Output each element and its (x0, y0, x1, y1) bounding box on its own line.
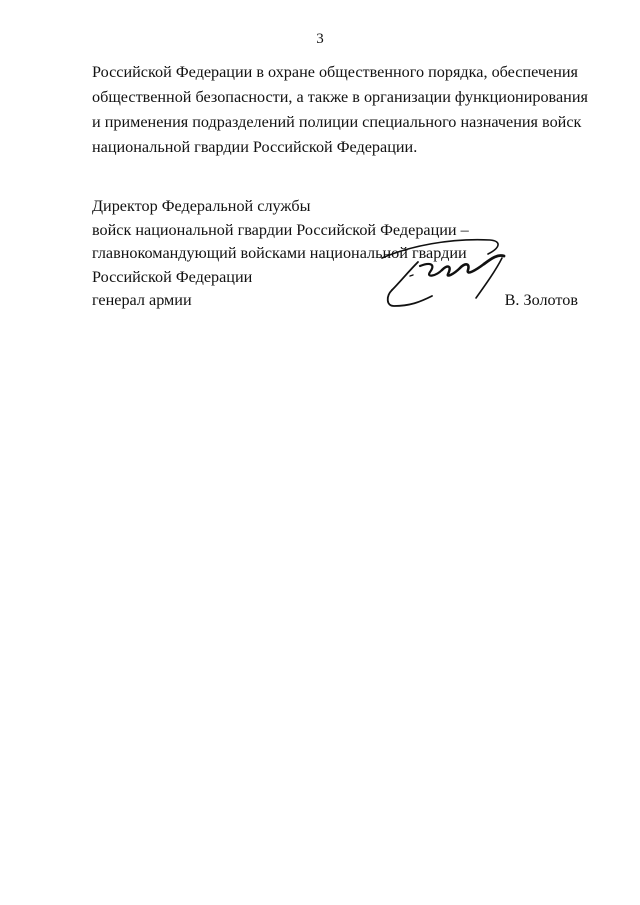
body-line-1: Российской Федерации в охране общественного порядка, обеспечения (92, 63, 578, 81)
body-paragraph (92, 60, 588, 160)
page-number: 3 (316, 31, 324, 47)
signatory-rank: генерал армии (92, 291, 192, 309)
signatory-name: В. Золотов (504, 291, 578, 309)
body-line-3: и применения подразделений полиции специального назначения войск (92, 113, 582, 131)
signatory-title-line-2: войск национальной гвардии Российской Федерации – (92, 220, 469, 239)
signatory-title-line-1: Директор Федеральной службы (92, 197, 311, 215)
body-line-4: национальной гвардии Российской Федерации. (92, 138, 418, 156)
signatory-title-line-4: Российской Федерации (92, 267, 253, 286)
body-line-2: общественной безопасности, а также в организации функционирования (92, 88, 588, 106)
handwritten-signature-icon (380, 236, 520, 320)
signatory-title-line-3: главнокомандующий войсками национальной гвардии (92, 244, 467, 262)
